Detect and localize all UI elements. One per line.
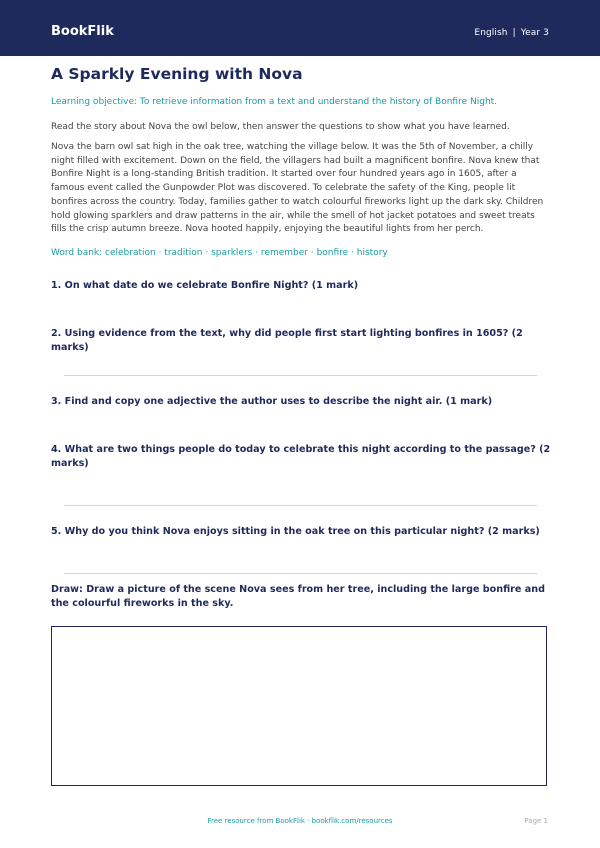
answer-line[interactable] xyxy=(64,375,537,376)
page-title: A Sparkly Evening with Nova xyxy=(51,65,303,83)
answer-line[interactable] xyxy=(64,505,537,506)
instructions-text: Read the story about Nova the owl below, then answer the questions to show what you have learned. xyxy=(51,122,510,132)
separator: | xyxy=(512,28,516,38)
learning-objective: Learning objective: To retrieve information from a text and understand the history of Bonfire Night. xyxy=(51,97,498,107)
story-passage: Nova the barn owl sat high in the oak tree, watching the village below. It was the 5th of November, a chilly night filled with excitement. Down on the field, the villagers had built a magnificent bonfire. Nova knew that Bonfire Night is a long-standing British tradition. It started over four hundred years ago in 1605, after a famous event called the Gunpowder Plot was discovered. To celebrate the safety of the King, people lit bonfires across the country. Today, families gather to watch colourful fireworks light up the dark sky. Children hold glowing sparklers and draw patterns in the air, while the smell of hot jacket potatoes and sweet treats fills the crisp autumn breeze. Nova hooted happily, enjoying the beautiful lights from her perch. xyxy=(51,142,544,235)
brand-logo-text: BookFlik xyxy=(51,24,114,39)
question-3: 3. Find and copy one adjective the author uses to describe the night air. (1 mark) xyxy=(51,396,493,407)
question-1: 1. On what date do we celebrate Bonfire Night? (1 mark) xyxy=(51,280,359,291)
drawing-box[interactable] xyxy=(51,626,547,786)
header-meta xyxy=(474,28,549,38)
page-number: Page 1 xyxy=(524,817,548,825)
draw-task: Draw: Draw a picture of the scene Nova sees from her tree, including the large bonfire and the colourful fireworks in the sky. xyxy=(51,584,545,609)
year-label: Year 3 xyxy=(520,28,549,38)
question-2: 2. Using evidence from the text, why did people first start lighting bonfires in 1605? (2 marks) xyxy=(51,328,523,353)
answer-line[interactable] xyxy=(64,573,537,574)
subject-label: English xyxy=(474,28,508,38)
question-5: 5. Why do you think Nova enjoys sitting in the oak tree on this particular night? (2 marks) xyxy=(51,526,540,537)
header-bar xyxy=(0,0,600,56)
word-bank: Word bank: celebration · tradition · sparklers · remember · bonfire · history xyxy=(51,248,388,258)
question-4: 4. What are two things people do today to celebrate this night according to the passage? (2 marks) xyxy=(51,444,551,469)
footer-text: Free resource from BookFlik · bookflik.com/resources xyxy=(207,817,393,825)
